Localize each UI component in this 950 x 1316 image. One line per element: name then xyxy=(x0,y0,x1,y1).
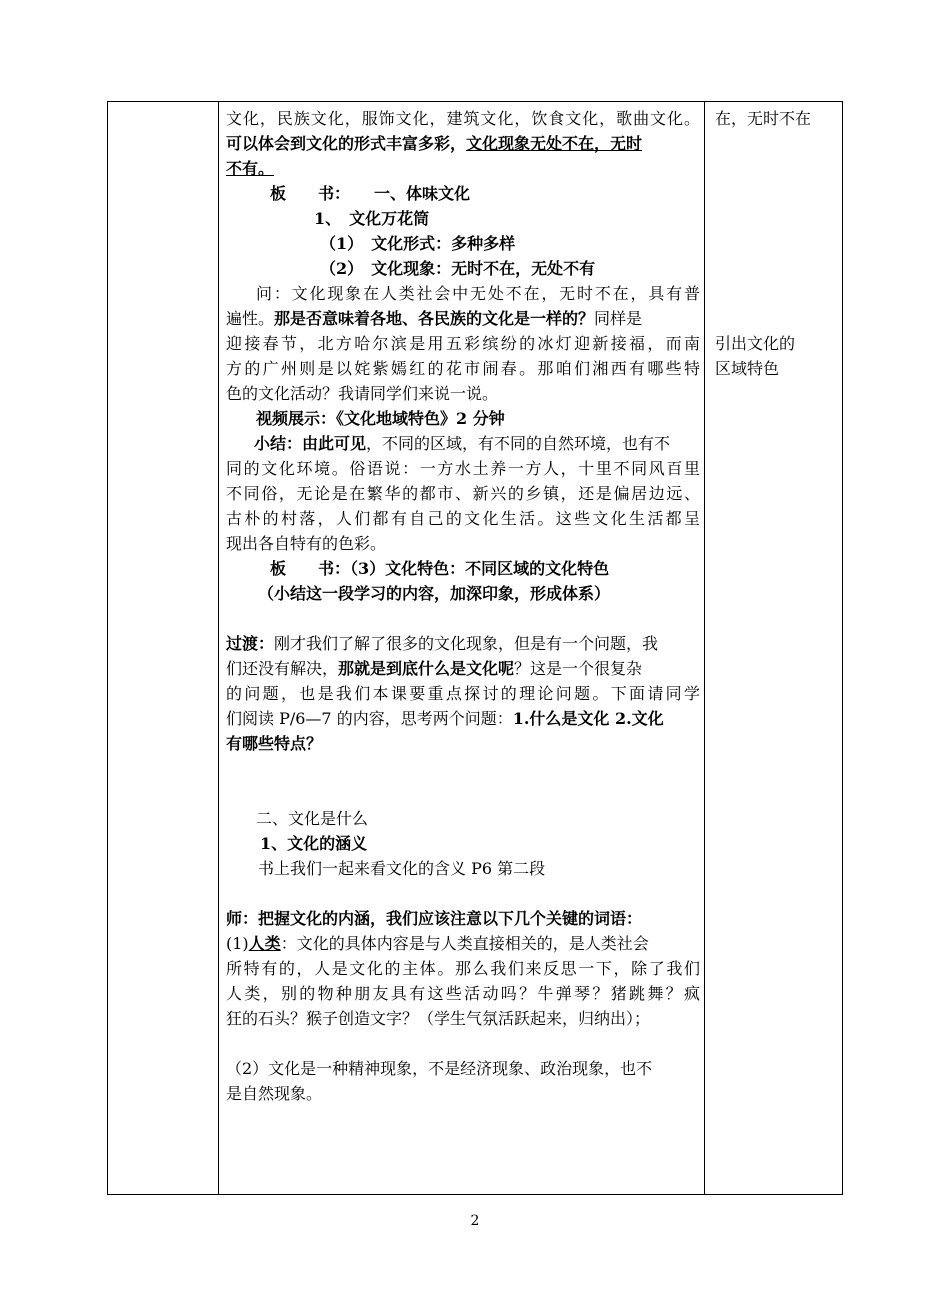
text-run: 们阅读 P/6—7 的内容，思考两个问题： xyxy=(226,709,513,728)
text-line xyxy=(226,306,700,331)
bold-text: 1.什么是文化 2.文化 xyxy=(512,709,664,728)
underlined-bold-text: 人类 xyxy=(248,934,281,953)
text-line: 问：文化现象在人类社会中无处不在，无时不在，具有普 xyxy=(256,284,700,303)
blank-line xyxy=(226,606,700,631)
text-line: 狂的石头？猴子创造文字？（学生气氛活跃起来，归纳出）； xyxy=(226,1009,651,1028)
text-line: 不同俗，无论是在繁华的都市、新兴的乡镇，还是偏居边远、 xyxy=(226,484,700,503)
summary-note: （小结这一段学习的内容，加深印象，形成体系） xyxy=(258,584,611,603)
blank-line xyxy=(226,881,700,906)
board-label: 板 书： xyxy=(270,184,343,203)
note-spacer xyxy=(715,131,835,331)
text-line xyxy=(226,431,700,456)
text-line: 是自然现象。 xyxy=(226,1084,323,1103)
notes-column xyxy=(715,106,835,381)
text-line: 色的文化活动？我请同学们来说一说。 xyxy=(226,384,499,403)
board-item: 1、 文化万花筒 xyxy=(314,209,430,228)
column-divider-left xyxy=(218,102,219,1194)
text-line: （2）文化是一种精神现象，不是经济现象、政治现象，也不 xyxy=(226,1059,653,1078)
bold-text: 可以体会到文化的形式丰富多彩 xyxy=(226,134,451,153)
text-run: (1) xyxy=(226,934,249,953)
main-content-column xyxy=(226,106,700,1106)
video-heading: 视频展示：《文化地域特色》2 分钟 xyxy=(256,409,505,428)
text-line xyxy=(226,631,700,656)
column-divider-right xyxy=(704,102,705,1194)
bold-text: 过渡： xyxy=(226,634,275,653)
bold-text: 那就是到底什么是文化呢 xyxy=(338,659,515,678)
blank-line xyxy=(226,1031,700,1056)
text-line: 的问题，也是我们本课要重点探讨的理论问题。下面请同学 xyxy=(226,684,700,703)
board-item: （1） 文化形式：多种多样 xyxy=(320,234,516,253)
text-line: 现出各自特有的色彩。 xyxy=(226,534,387,553)
text-line: 书上我们一起来看文化的含义 P6 第二段 xyxy=(258,859,546,878)
board-title: 一、体味文化 xyxy=(374,184,471,203)
text-line: 古朴的村落，人们都有自己的文化生活。这些文化生活都呈 xyxy=(226,509,700,528)
board-title: （3）文化特色：不同区域的文化特色 xyxy=(350,559,610,578)
board-item: （2） 文化现象：无时不在，无处不有 xyxy=(320,259,596,278)
text-line: 文化，民族文化，服饰文化，建筑文化，饮食文化，歌曲文化。 xyxy=(226,109,700,128)
board-heading xyxy=(226,181,700,206)
board-label: 板 书： xyxy=(270,559,351,578)
bold-text: ， xyxy=(450,134,467,153)
text-line: 人类，别的物种朋友具有这些活动吗？牛弹琴？猪跳舞？疯 xyxy=(226,984,700,1003)
subsection-heading: 1、文化的涵义 xyxy=(260,834,368,853)
blank-space xyxy=(226,756,700,806)
text-run: ？这是一个很复杂 xyxy=(514,659,643,678)
bold-text: 那是否意味着各地、各民族的文化是一样的？ xyxy=(274,309,595,328)
text-line: 有哪些特点？ xyxy=(226,734,323,753)
note-line: 区域特色 xyxy=(715,359,780,378)
text-run: 同样是 xyxy=(594,309,643,328)
text-line xyxy=(226,706,700,731)
text-line xyxy=(226,931,700,956)
text-run: 遍性。 xyxy=(226,309,275,328)
text-line xyxy=(226,131,700,156)
text-line: 迎接春节，北方哈尔滨是用五彩缤纷的冰灯迎新接福，而南 xyxy=(226,334,700,353)
lesson-table xyxy=(107,101,843,1195)
page-number: 2 xyxy=(470,1213,480,1229)
board-heading xyxy=(226,556,700,581)
text-run: ：文化的具体内容是与人类直接相关的，是人类社会 xyxy=(280,934,649,953)
underlined-bold-text: 不有。 xyxy=(226,159,275,178)
text-run: 们还没有解决， xyxy=(226,659,339,678)
underlined-bold-text: 文化现象无处不在，无时 xyxy=(466,134,643,153)
text-run: 刚才我们了解了很多的文化现象，但是有一个问题，我 xyxy=(274,634,659,653)
text-line: 所特有的，人是文化的主体。那么我们来反思一下，除了我们 xyxy=(226,959,700,978)
note-line: 引出文化的 xyxy=(715,334,796,353)
note-line: 在，无时不在 xyxy=(715,109,812,128)
text-run: ，不同的区域，有不同的自然环境，也有不 xyxy=(366,434,671,453)
teacher-line: 师：把握文化的内涵，我们应该注意以下几个关键的词语： xyxy=(226,909,643,928)
text-line: 方的广州则是以姹紫嫣红的花市闹春。那咱们湘西有哪些特 xyxy=(226,359,700,378)
text-line xyxy=(226,656,700,681)
section-heading: 二、文化是什么 xyxy=(256,809,369,828)
text-line: 同的文化环境。俗语说：一方水土养一方人，十里不同风百里 xyxy=(226,459,700,478)
bold-text: 小结：由此可见 xyxy=(254,434,367,453)
text-line xyxy=(226,156,700,181)
